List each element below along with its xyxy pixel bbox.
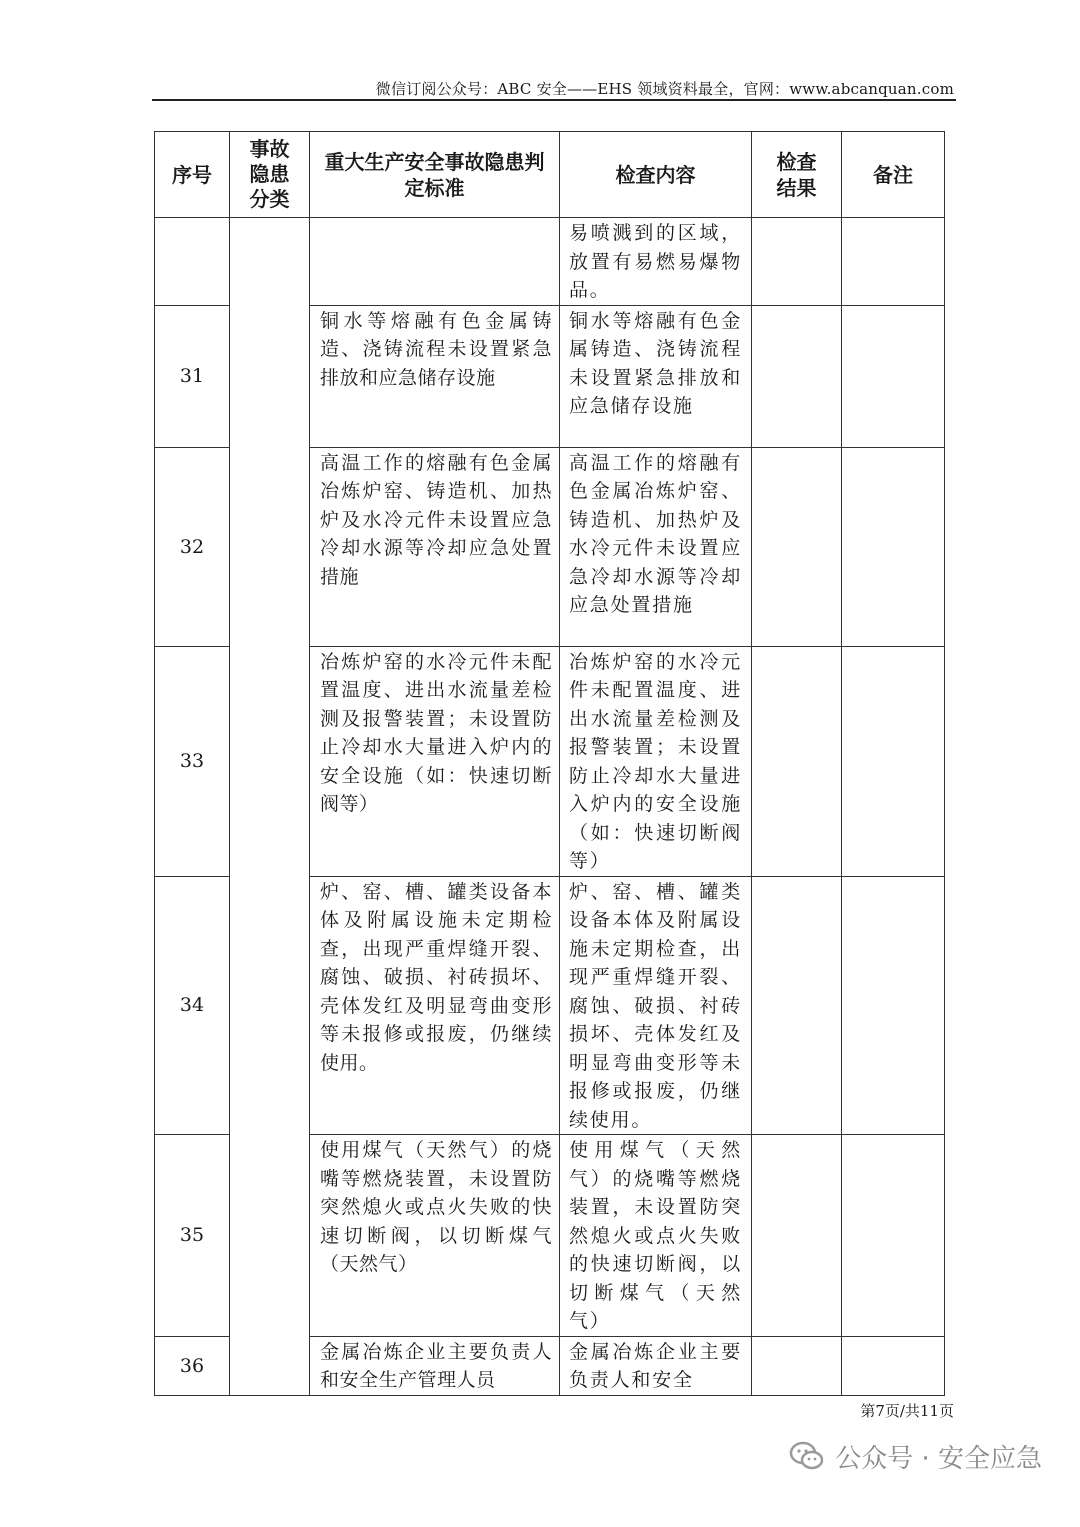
header-divider	[152, 99, 956, 101]
remark-cell[interactable]	[842, 1135, 945, 1337]
content-cell: 使用煤气（天然气）的烧嘴等燃烧装置，未设置防突然熄火或点火失败的快速切断阀，以切断煤气（天然气）	[560, 1135, 752, 1337]
result-cell[interactable]	[752, 646, 842, 876]
remark-cell[interactable]	[842, 305, 945, 447]
result-cell[interactable]	[752, 447, 842, 646]
standard-cell: 高温工作的熔融有色金属冶炼炉窑、铸造机、加热炉及水冷元件未设置应急冷却水源等冷却应急处置措施	[310, 447, 560, 646]
standard-cell: 炉、窑、槽、罐类设备本体及附属设施未定期检查，出现严重焊缝开裂、腐蚀、破损、衬砖损坏、壳体发红及明显弯曲变形等未报修或报废，仍继续使用。	[310, 876, 560, 1135]
result-cell[interactable]	[752, 1135, 842, 1337]
content-cell: 易喷溅到的区域，放置有易燃易爆物品。	[560, 218, 752, 306]
remark-cell[interactable]	[842, 218, 945, 306]
row-number: 33	[155, 646, 230, 876]
remark-cell[interactable]	[842, 1336, 945, 1395]
page-number: 第7页/共11页	[860, 1402, 954, 1420]
standard-cell	[310, 218, 560, 306]
content-cell: 金属冶炼企业主要负责人和安全	[560, 1336, 752, 1395]
content-cell: 铜水等熔融有色金属铸造、浇铸流程未设置紧急排放和应急储存设施	[560, 305, 752, 447]
row-number: 35	[155, 1135, 230, 1337]
header-standard: 重大生产安全事故隐患判定标准	[310, 132, 560, 218]
page-header: 微信订阅公众号：ABC 安全——EHS 领域资料最全，官网：www.abcanquan.com	[375, 80, 954, 98]
result-cell[interactable]	[752, 218, 842, 306]
result-cell[interactable]	[752, 1336, 842, 1395]
row-number: 34	[155, 876, 230, 1135]
header-remark: 备注	[842, 132, 945, 218]
watermark-text: 公众号 · 安全应急	[835, 1443, 1042, 1474]
remark-cell[interactable]	[842, 876, 945, 1135]
row-number: 32	[155, 447, 230, 646]
table-row	[155, 218, 945, 306]
watermark	[789, 1436, 1042, 1476]
table-header-row	[155, 132, 945, 218]
row-number: 31	[155, 305, 230, 447]
row-number	[155, 218, 230, 306]
remark-cell[interactable]	[842, 447, 945, 646]
result-cell[interactable]	[752, 305, 842, 447]
header-content: 检查内容	[560, 132, 752, 218]
category-cell	[230, 218, 310, 1396]
header-no: 序号	[155, 132, 230, 218]
header-category: 事故隐患分类	[230, 132, 310, 218]
result-cell[interactable]	[752, 876, 842, 1135]
row-number: 36	[155, 1336, 230, 1395]
standard-cell: 金属冶炼企业主要负责人和安全生产管理人员	[310, 1336, 560, 1395]
remark-cell[interactable]	[842, 646, 945, 876]
content-cell: 高温工作的熔融有色金属冶炼炉窑、铸造机、加热炉及水冷元件未设置应急冷却水源等冷却应急处置措施	[560, 447, 752, 646]
content-cell: 炉、窑、槽、罐类设备本体及附属设施未定期检查，出现严重焊缝开裂、腐蚀、破损、衬砖损坏、壳体发红及明显弯曲变形等未报修或报废，仍继续使用。	[560, 876, 752, 1135]
content-cell: 冶炼炉窑的水冷元件未配置温度、进出水流量差检测及报警装置；未设置防止冷却水大量进入炉内的安全设施（如：快速切断阀等）	[560, 646, 752, 876]
hazard-table	[154, 131, 945, 1396]
standard-cell: 铜水等熔融有色金属铸造、浇铸流程未设置紧急排放和应急储存设施	[310, 305, 560, 447]
wechat-icon	[789, 1441, 825, 1471]
standard-cell: 使用煤气（天然气）的烧嘴等燃烧装置，未设置防突然熄火或点火失败的快速切断阀，以切断煤气（天然气）	[310, 1135, 560, 1337]
standard-cell: 冶炼炉窑的水冷元件未配置温度、进出水流量差检测及报警装置；未设置防止冷却水大量进入炉内的安全设施（如：快速切断阀等）	[310, 646, 560, 876]
header-result: 检查结果	[752, 132, 842, 218]
